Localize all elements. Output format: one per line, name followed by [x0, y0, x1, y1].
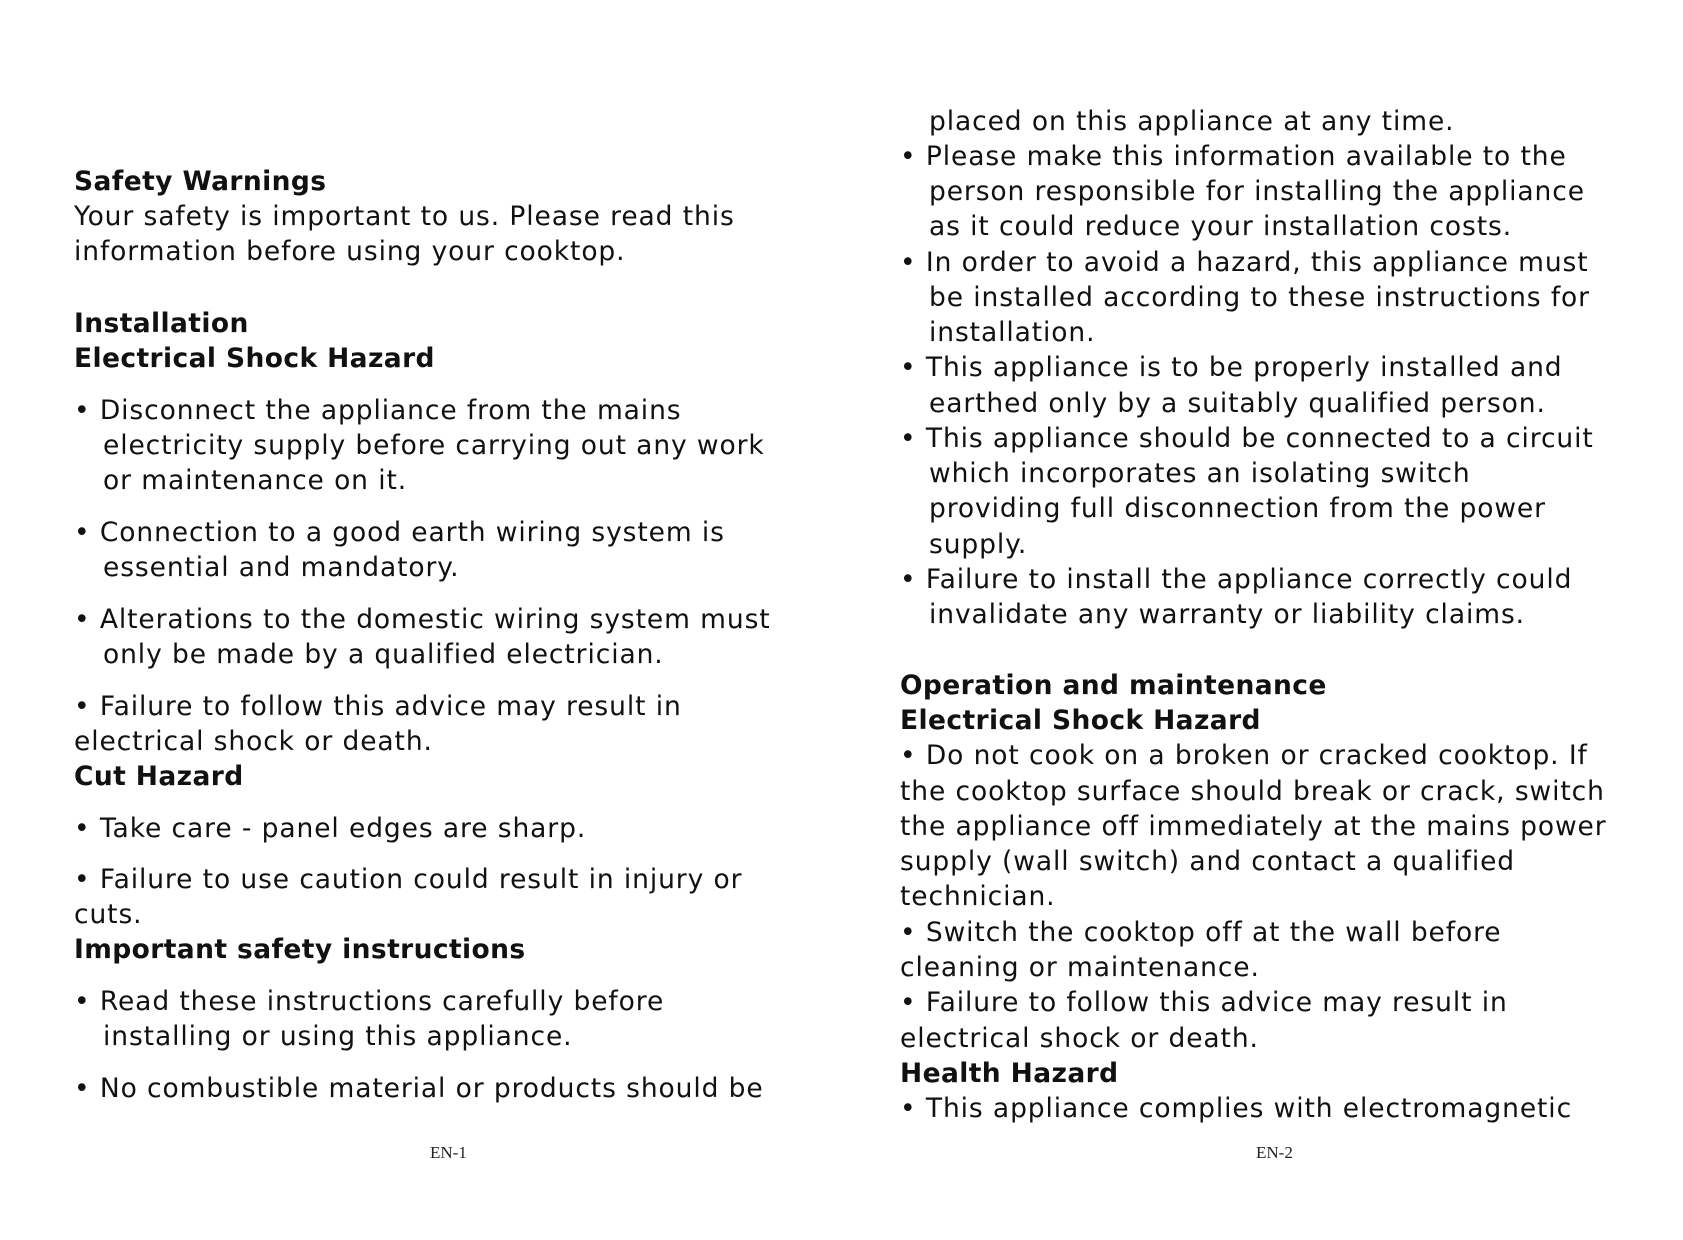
bullet-line: be installed according to these instructions for	[929, 282, 1590, 313]
bullet-line: the cooktop surface should break or crack, switch	[900, 776, 1605, 807]
bullet-line: • Do not cook on a broken or cracked cooktop. If	[900, 740, 1588, 771]
bullet-line: supply.	[929, 529, 1028, 560]
bullet-line: technician.	[900, 881, 1056, 912]
subheading-health-hazard: Health Hazard	[900, 1058, 1119, 1089]
bullet-line: cuts.	[74, 899, 143, 930]
bullet-line: • Failure to follow this advice may result in	[900, 987, 1508, 1018]
bullet-line: • Failure to install the appliance correctly could	[900, 564, 1573, 595]
bullet-line: • No combustible material or products should be	[74, 1073, 764, 1104]
bullet-line: electrical shock or death.	[900, 1023, 1259, 1054]
subheading-important-safety-instructions: Important safety instructions	[74, 934, 526, 965]
bullet-line: electricity supply before carrying out any work	[103, 430, 765, 461]
section-heading-operation-and-maintenance: Operation and maintenance	[900, 670, 1327, 701]
subheading-electrical-shock-hazard: Electrical Shock Hazard	[74, 343, 435, 374]
bullet-line: earthed only by a suitably qualified person.	[929, 388, 1546, 419]
bullet-line: installing or using this appliance.	[103, 1021, 573, 1052]
bullet-line: cleaning or maintenance.	[900, 952, 1260, 983]
bullet-line: • Connection to a good earth wiring system is	[74, 517, 725, 548]
bullet-line: • This appliance is to be properly installed and	[900, 352, 1563, 383]
bullet-line: • In order to avoid a hazard, this appliance must	[900, 247, 1589, 278]
bullet-line: invalidate any warranty or liability claims.	[929, 599, 1525, 630]
subheading-cut-hazard: Cut Hazard	[74, 761, 244, 792]
bullet-line: providing full disconnection from the power	[929, 493, 1546, 524]
bullet-line: • This appliance complies with electromagnetic	[900, 1093, 1573, 1124]
bullet-line: • Read these instructions carefully before	[74, 986, 665, 1017]
intro-line: information before using your cooktop.	[74, 236, 626, 267]
section-heading-installation: Installation	[74, 308, 249, 339]
bullet-line: person responsible for installing the appliance	[929, 176, 1585, 207]
bullet-line: or maintenance on it.	[103, 465, 408, 496]
bullet-line: • Please make this information available to the	[900, 141, 1567, 172]
subheading-electrical-shock-hazard: Electrical Shock Hazard	[900, 705, 1261, 736]
bullet-line: placed on this appliance at any time.	[929, 106, 1455, 137]
bullet-line: supply (wall switch) and contact a qualified	[900, 846, 1516, 877]
bullet-line: • Take care - panel edges are sharp.	[74, 813, 587, 844]
bullet-line: • Alterations to the domestic wiring system must	[74, 604, 771, 635]
bullet-line: • This appliance should be connected to a circuit	[900, 423, 1594, 454]
bullet-line: essential and mandatory.	[103, 552, 460, 583]
intro-line: Your safety is important to us. Please read this	[74, 201, 735, 232]
bullet-line: electrical shock or death.	[74, 726, 433, 757]
bullet-line: only be made by a qualified electrician.	[103, 639, 664, 670]
bullet-line: • Failure to follow this advice may result in	[74, 691, 682, 722]
bullet-line: • Failure to use caution could result in injury or	[74, 864, 743, 895]
bullet-line: the appliance off immediately at the mains power	[900, 811, 1607, 842]
bullet-line: • Disconnect the appliance from the mains	[74, 395, 682, 426]
bullet-line: as it could reduce your installation costs.	[929, 211, 1513, 242]
section-heading-safety-warnings: Safety Warnings	[74, 166, 327, 197]
bullet-line: • Switch the cooktop off at the wall before	[900, 917, 1502, 948]
page-number: EN-2	[1256, 1143, 1293, 1162]
page-number: EN-1	[430, 1143, 467, 1162]
bullet-line: installation.	[929, 317, 1096, 348]
bullet-line: which incorporates an isolating switch	[929, 458, 1471, 489]
